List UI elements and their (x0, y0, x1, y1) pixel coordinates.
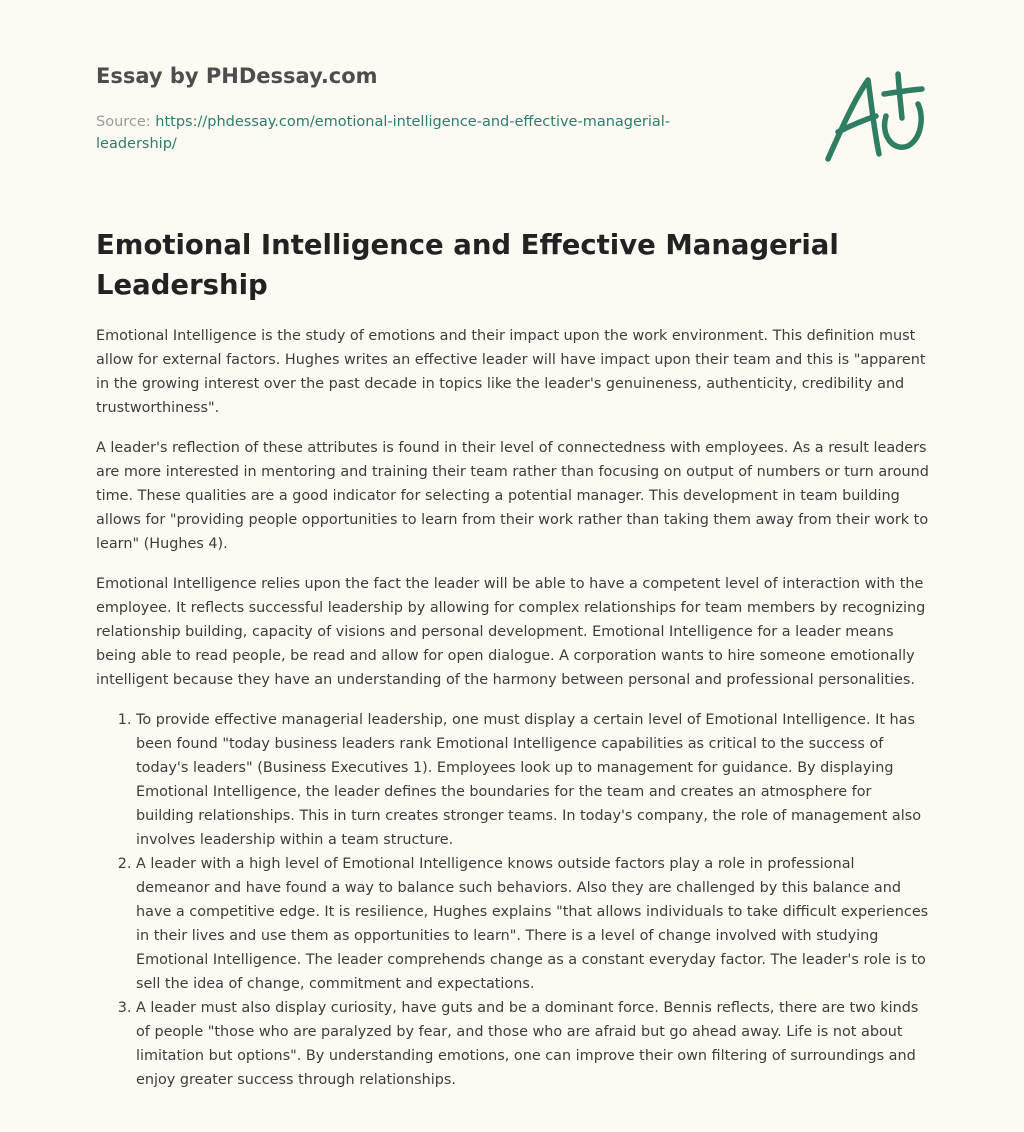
essay-paragraph: Emotional Intelligence relies upon the fact the leader will be able to have a competent level of interaction with the employee. It reflects successful leadership by allowing for complex relationships for team members by recognizing relationship building, capacity of visions and personal development. Emotional Intelligence for a leader means being able to read people, be read and allow for open dialogue. A corporation wants to hire someone emotionally intelligent because they have an understanding of the harmony between personal and professional personalities. (96, 576, 926, 688)
list-item: 1. To provide effective managerial leadership, one must display a certain level of Emotional Intelligence. It has been found "today business leaders rank Emotional Intelligence capabilities as critical to the success of today's leaders" (Business Executives 1). Employees look up to management for guidance. By displaying Emotional Intelligence, the leader defines the boundaries for the team and creates an atmosphere for building relationships. This in turn creates stronger teams. In today's company, the role of management also involves leadership within a team structure. (136, 708, 932, 852)
essay-numbered-list (96, 708, 932, 1092)
a-plus-logo-icon (824, 70, 928, 164)
essay-title: Emotional Intelligence and Effective Managerial Leadership (96, 229, 839, 301)
source-link[interactable]: https://phdessay.com/emotional-intelligence-and-effective-managerial-leadership/ (96, 114, 671, 152)
essay-paragraph: Emotional Intelligence is the study of emotions and their impact upon the work environment. This definition must allow for external factors. Hughes writes an effective leader will have impact upon their team and this is "apparent in the growing interest over the past decade in topics like the leader's genuineness, authenticity, credibility and trustworthiness". (96, 328, 926, 416)
list-item: 3. A leader must also display curiosity, have guts and be a dominant force. Bennis reflects, there are two kinds of people "those who are paralyzed by fear, and those who are afraid but go ahead away. Life is not about limitation but options". By understanding emotions, one can improve their own filtering of surroundings and enjoy greater success through relationships. (136, 996, 932, 1092)
site-title: Essay by PHDessay.com (96, 64, 378, 88)
essay-body (96, 324, 932, 1092)
source-line (96, 111, 696, 155)
essay-paragraph: A leader's reflection of these attributes is found in their level of connectedness with employees. As a result leaders are more interested in mentoring and training their team rather than focusing on output of numbers or turn around time. These qualities are a good indicator for selecting a potential manager. This development in team building allows for "providing people opportunities to learn from their work rather than taking them away from their work to learn" (Hughes 4). (96, 440, 929, 552)
list-item: 2. A leader with a high level of Emotional Intelligence knows outside factors play a role in professional demeanor and have found a way to balance such behaviors. Also they are challenged by this balance and have a competitive edge. It is resilience, Hughes explains "that allows individuals to take difficult experiences in their lives and use them as opportunities to learn". There is a level of change involved with studying Emotional Intelligence. The leader comprehends change as a constant everyday factor. The leader's role is to sell the idea of change, commitment and expectations. (136, 852, 932, 996)
source-label: Source: (96, 114, 151, 130)
